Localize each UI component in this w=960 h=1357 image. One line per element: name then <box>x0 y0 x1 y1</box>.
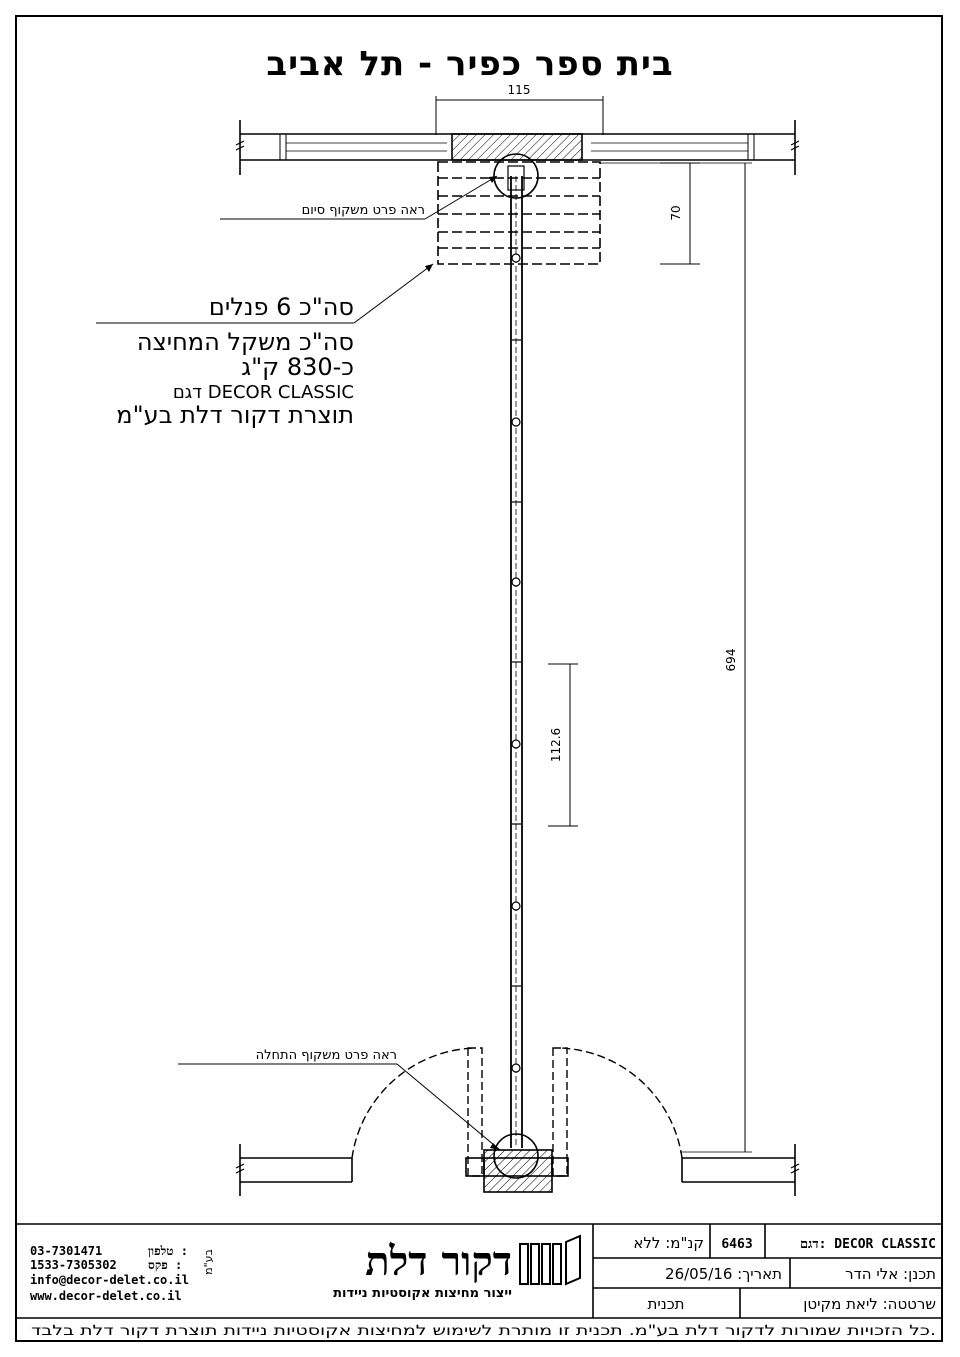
title-block-designer: תכנן: אלי הדר <box>845 1265 936 1283</box>
company-website: www.decor-delet.co.il <box>30 1289 182 1303</box>
dimension-label-top-width: 115 <box>507 83 531 97</box>
dimension-label-panel-length: 112.6 <box>549 727 563 763</box>
sheet-border <box>16 16 942 1341</box>
title-block-model: דגם: DECOR CLASSIC <box>799 1237 936 1252</box>
callout-end-detail-text: ראה פרט משקוף סיום <box>301 203 425 218</box>
company-tagline: ייצור מחיצות אקוסטיות ניידות <box>333 1286 512 1301</box>
note-panels-total: סה"כ 6 פנלים <box>208 293 354 321</box>
company-fax: 1533-7305302 <box>30 1258 117 1272</box>
dimension-stack-depth <box>660 163 700 264</box>
title-block-date: תאריך: 26/05/16 <box>665 1265 782 1283</box>
title-block-drafter: שרטטה: ליאת מקיטן <box>803 1295 936 1313</box>
company-logo <box>202 1236 580 1301</box>
note-weight-label: סה"כ משקל המחיצה <box>136 328 354 356</box>
panel-stack <box>438 162 600 264</box>
project-title: בית ספר כפיר - תל אביב <box>266 44 674 84</box>
dimension-label-stack-depth: 70 <box>669 205 683 221</box>
company-email: info@decor-delet.co.il <box>30 1273 189 1287</box>
callout-start-detail-text: ראה פרט משקוף התחלה <box>255 1048 397 1063</box>
dimension-total-length <box>600 163 752 1152</box>
note-model: דגם DECOR CLASSIC <box>172 382 354 403</box>
panel-seal-marks <box>512 340 521 986</box>
dimension-panel-length <box>548 664 578 826</box>
header-beam <box>452 134 582 160</box>
title-block-sheet-number: 6463 <box>721 1237 753 1252</box>
title-block-sheet-type: תכנית <box>647 1295 685 1313</box>
company-phone: 03-7301471 <box>30 1244 103 1258</box>
logo-text: דקור דלת <box>365 1238 512 1285</box>
logo-side-text: בע"מ <box>202 1249 215 1275</box>
title-block-scale: קנ"מ: ללא <box>633 1234 704 1252</box>
company-phone-label: טלפון : <box>148 1244 188 1258</box>
note-weight-value: כ-830 ק"ג <box>241 353 354 381</box>
note-manufacturer: תוצרת דקור דלת בע"מ <box>116 401 354 429</box>
callout-end-detail <box>220 176 497 219</box>
footer-copyright: כל הזכויות שמורות לדקור דלת בע"מ. תכנית זו מותרת לשימוש למחיצות אקוסטיות ניידות תוצרת דקור דלת בלבד. <box>31 1323 935 1339</box>
dimension-label-total-length: 694 <box>724 648 738 672</box>
company-fax-label: פקס : <box>148 1258 183 1272</box>
dimension-top-width <box>436 83 603 135</box>
logo-mark-icon <box>520 1236 580 1284</box>
callout-start-detail <box>178 1048 500 1150</box>
